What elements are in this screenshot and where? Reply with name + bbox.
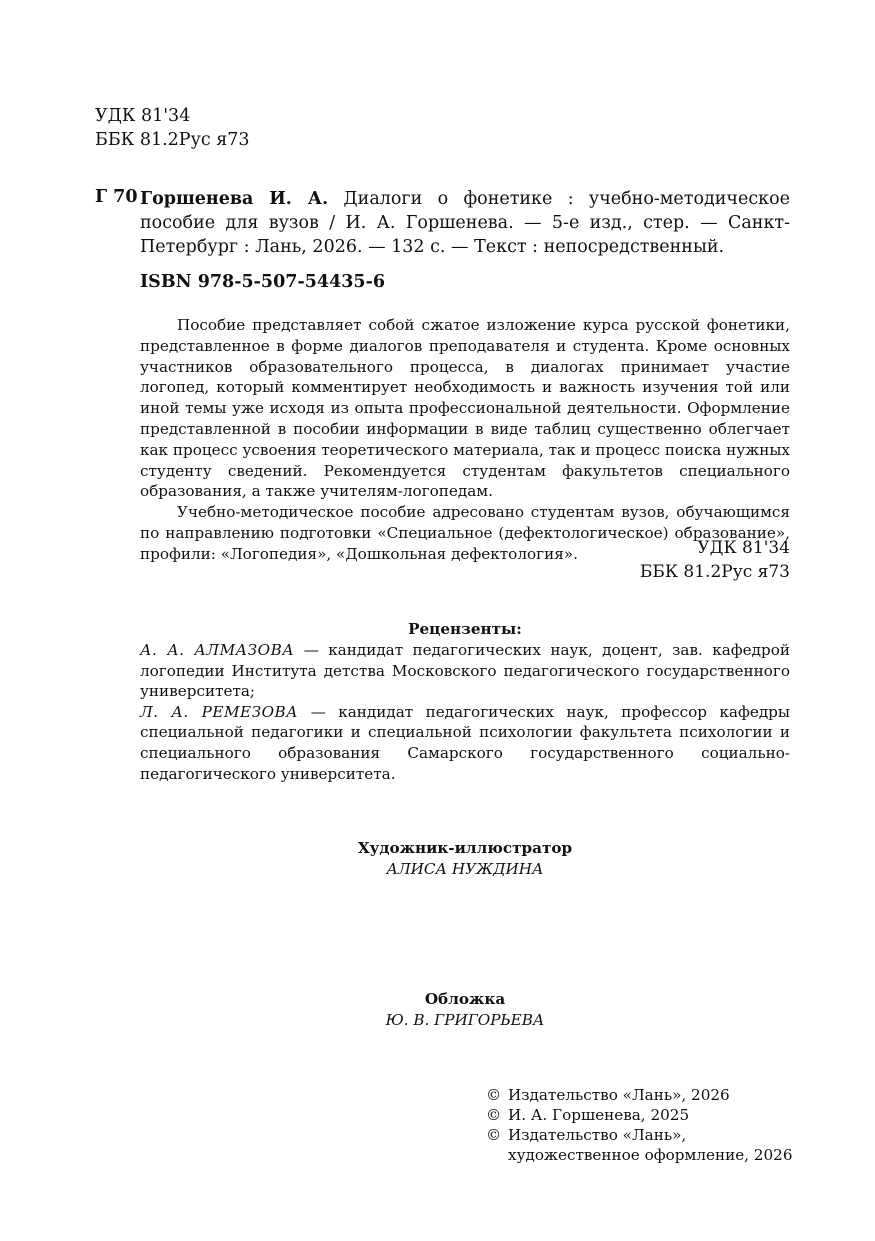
copyright-text-1: Издательство «Лань», 2026	[508, 1086, 730, 1104]
reviewer-2	[140, 702, 790, 784]
reviewer-2-name: Л. А. РЕМЕЗОВА	[140, 702, 299, 721]
copyright-text-3a: Издательство «Лань»,	[508, 1126, 687, 1144]
copyright-icon: ©	[486, 1106, 502, 1124]
isbn: ISBN 978-5-507-54435-6	[140, 272, 386, 292]
copyright-text-3	[508, 1125, 793, 1165]
bbk-code: ББК 81.2Рус я73	[95, 130, 250, 150]
illustrator-title: Художник-иллюстратор	[357, 839, 573, 857]
copyright-icon: ©	[486, 1126, 502, 1144]
udk-code-2: УДК 81'34	[697, 538, 790, 558]
header-codes	[95, 104, 250, 152]
author-mark: Г 70	[95, 187, 138, 207]
reviewer-1	[140, 640, 790, 702]
author-name: Горшенева И. А.	[140, 189, 329, 209]
bbk-code-2: ББК 81.2Рус я73	[639, 562, 790, 582]
reviewer-1-name: А. А. АЛМАЗОВА	[140, 641, 295, 659]
illustrator-credit	[140, 838, 790, 880]
copyright-icon: ©	[486, 1086, 502, 1104]
bibliographic-text: Диалоги о фонетике : учебно-методическое пособие для вузов / И. А. Горшенева. — 5-е изд., стер. — Санкт-Петербург : Лань, 2026. — 132 с. — Текст : непосредственный.	[140, 189, 790, 257]
copyright-line-1	[486, 1085, 793, 1105]
cover-name: Ю. В. ГРИГОРЬЕВА	[385, 1011, 545, 1029]
cover-title: Обложка	[424, 990, 506, 1008]
footer-codes	[640, 536, 790, 584]
reviewers-heading: Рецензенты:	[408, 620, 522, 638]
reviewer-1-text: — кандидат педагогических наук, доцент, зав. кафедрой логопедии Института детства Московского педагогического государственного университета;	[140, 641, 790, 701]
abstract-paragraph-2: Учебно-методическое пособие адресовано студентам вузов, обучающимся по направлению подготовки «Специальное (дефектологическое) образование», профили: «Логопедия», «Дошкольная дефектология».	[140, 503, 790, 563]
reviewer-2-text: — кандидат педагогических наук, профессор кафедры специальной педагогики и специальной психологии факультета психологии и специального образования Самарского государственного социально-педагогического университета.	[140, 702, 790, 783]
illustrator-name: АЛИСА НУЖДИНА	[386, 860, 544, 878]
copyright-line-2	[486, 1105, 793, 1125]
copyright-text-3b: художественное оформление, 2026	[508, 1146, 793, 1164]
copyright-line-3	[486, 1125, 793, 1165]
copyright-block	[486, 1085, 793, 1165]
reviewers-list	[140, 640, 790, 784]
abstract	[140, 315, 790, 565]
copyright-text-2: И. А. Горшенева, 2025	[508, 1106, 690, 1124]
abstract-paragraph-1: Пособие представляет собой сжатое изложение курса русской фонетики, представленное в форме диалогов преподавателя и студента. Кроме основных участников образовательного процесса, в диалогах принимает участие логопед, который комментирует необходимость и важность изучения той или иной темы уже исходя из опыта профессиональной деятельности. Оформление представленной в пособии информации в виде таблиц существенно облегчает как процесс усвоения теоретического материала, так и процесс поиска нужных студенту сведений. Рекомендуется студентам факультетов специального образования, а также учителям-логопедам.	[140, 316, 790, 501]
cover-credit	[140, 989, 790, 1031]
udk-code: УДК 81'34	[95, 106, 191, 126]
bibliographic-record	[140, 187, 790, 259]
